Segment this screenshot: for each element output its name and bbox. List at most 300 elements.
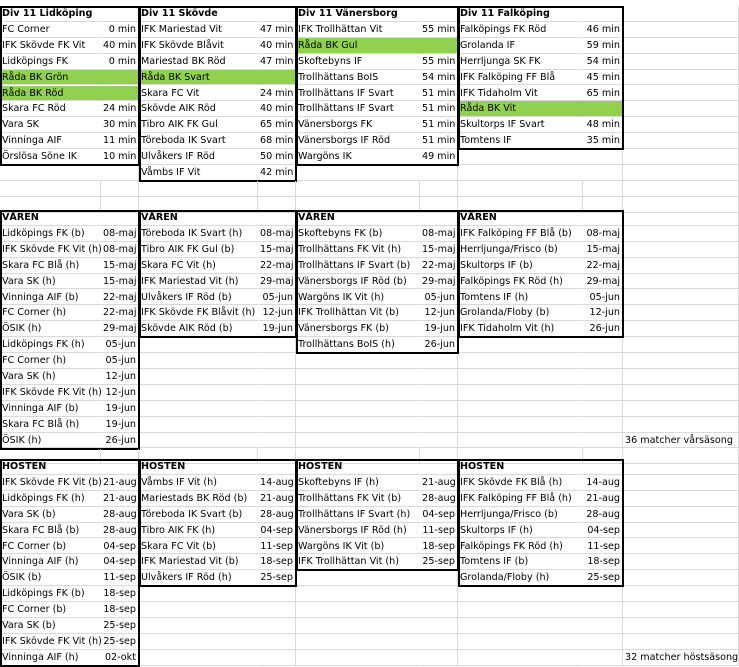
spring-cell[interactable]: Trollhättans FK Vit (h) [296,242,420,258]
spring-cell[interactable] [420,401,458,417]
autumn-cell[interactable]: Skara FC Vit (b) [139,539,258,555]
spring-cell[interactable] [296,353,420,369]
autumn-cell[interactable]: 28-aug [420,491,458,507]
top-cell[interactable] [583,165,623,181]
spring-cell[interactable]: IFK Falköping FF Blå (b) [458,226,583,242]
top-cell[interactable]: Råda BK Svart [139,70,258,86]
autumn-empty[interactable] [623,459,739,475]
autumn-cell[interactable]: 21-aug [101,475,139,491]
autumn-cell[interactable] [583,586,623,602]
autumn-cell[interactable]: Falköpings FK Röd (h) [458,539,583,555]
top-cell[interactable]: Tibro AIK FK Gul [139,117,258,133]
autumn-cell[interactable] [583,602,623,618]
top-cell[interactable]: Råda BK Gul [296,38,420,54]
top-cell[interactable]: 40 min [258,38,296,54]
autumn-cell[interactable]: Wargöns IK Vit (b) [296,539,420,555]
spring-cell[interactable]: 05-jun [101,353,139,369]
top-cell[interactable]: Töreboda IK Svart [139,133,258,149]
top-cell[interactable]: Våmbs IF Vit [139,165,258,181]
autumn-cell[interactable]: IFK Skövde FK Vit (b) [0,475,101,491]
spring-cell[interactable]: 26-jun [420,337,458,353]
top-empty[interactable] [623,133,739,149]
top-empty[interactable] [623,117,739,133]
autumn-cell[interactable] [583,634,623,650]
spring-cell[interactable] [258,353,296,369]
top-empty[interactable] [623,101,739,117]
spring-cell[interactable]: 19-jun [420,321,458,337]
top-cell[interactable]: Råda BK Grön [0,70,101,86]
spring-cell[interactable]: Vinninga AIF (b) [0,290,101,306]
autumn-cell[interactable]: 21-aug [101,491,139,507]
top-cell[interactable] [101,165,139,181]
spring-empty[interactable] [623,242,739,258]
spring-cell[interactable]: Wargöns IK Vit (h) [296,290,420,306]
top-empty[interactable] [623,86,739,102]
spring-cell[interactable]: IFK Mariestad Vit (h) [139,274,258,290]
top-cell[interactable]: Vara SK [0,117,101,133]
spring-cell[interactable]: 12-jun [420,305,458,321]
spring-cell[interactable]: 26-jun [583,321,623,337]
spring-cell[interactable] [258,433,296,449]
top-cell[interactable]: Trollhättans IF Svart [296,86,420,102]
top-cell[interactable]: 54 min [420,70,458,86]
autumn-cell[interactable]: 04-sep [420,507,458,523]
autumn-cell[interactable] [583,650,623,666]
autumn-cell[interactable] [458,650,583,666]
top-cell[interactable]: 0 min [101,54,139,70]
spring-cell[interactable]: 15-maj [420,242,458,258]
spring-cell[interactable]: Vänersborgs FK (b) [296,321,420,337]
top-cell[interactable]: Ulvåkers IF Röd [139,149,258,165]
top-cell[interactable]: 51 min [420,117,458,133]
autumn-cell[interactable] [458,602,583,618]
spring-empty[interactable] [623,258,739,274]
autumn-cell[interactable]: IFK Mariestad Vit (b) [139,554,258,570]
top-cell[interactable]: 24 min [101,101,139,117]
autumn-match-count[interactable]: 32 matcher höstsäsong [623,650,739,666]
spring-cell[interactable] [258,369,296,385]
spring-cell[interactable] [296,385,420,401]
autumn-empty[interactable] [623,491,739,507]
spring-cell[interactable] [296,369,420,385]
autumn-cell[interactable]: Grolanda/Floby (h) [458,570,583,586]
spring-cell[interactable]: 29-maj [258,274,296,290]
top-cell[interactable]: 40 min [101,38,139,54]
top-cell[interactable] [420,165,458,181]
top-cell[interactable] [296,165,420,181]
spring-cell[interactable]: FC Corner (h) [0,353,101,369]
spring-cell[interactable]: Skara FC Blå (h) [0,417,101,433]
top-cell[interactable]: Trollhättans IF Svart [296,101,420,117]
autumn-cell[interactable]: 28-aug [258,507,296,523]
top-header-2[interactable]: Div 11 Vänersborg [296,6,420,22]
spring-cell[interactable]: 15-maj [101,258,139,274]
spring-cell[interactable]: Falköpings FK Röd (h) [458,274,583,290]
top-cell[interactable]: Lidköpings FK [0,54,101,70]
autumn-cell[interactable] [420,618,458,634]
autumn-cell[interactable]: IFK Trollhättan Vit (h) [296,554,420,570]
autumn-cell[interactable] [139,634,258,650]
autumn-cell[interactable]: 04-sep [101,554,139,570]
top-cell[interactable]: Herrljunga SK FK [458,54,583,70]
spring-cell[interactable] [139,385,258,401]
top-cell[interactable]: Örslösa Söne IK [0,149,101,165]
autumn-cell[interactable] [420,634,458,650]
spring-cell[interactable] [139,337,258,353]
autumn-empty[interactable] [623,634,739,650]
spring-cell[interactable]: Skultorps IF (b) [458,258,583,274]
spring-cell[interactable]: Herrljunga/Frisco (b) [458,242,583,258]
autumn-cell[interactable] [420,586,458,602]
spring-cell[interactable]: Tomtens IF (h) [458,290,583,306]
top-header-0[interactable]: Div 11 Lidköping [0,6,101,22]
spring-cell[interactable]: Töreboda IK Svart (h) [139,226,258,242]
autumn-cell[interactable]: 04-sep [101,539,139,555]
top-cell[interactable]: 35 min [583,133,623,149]
empty-cell[interactable] [296,181,420,197]
spring-cell[interactable]: FC Corner (h) [0,305,101,321]
autumn-cell[interactable] [258,618,296,634]
autumn-cell[interactable]: Tomtens IF (b) [458,554,583,570]
spring-header-blank[interactable] [101,210,139,226]
autumn-empty[interactable] [623,523,739,539]
autumn-cell[interactable]: 14-aug [258,475,296,491]
top-cell[interactable]: Skoftebyns IF [296,54,420,70]
autumn-cell[interactable] [139,602,258,618]
top-cell[interactable]: Mariestad BK Röd [139,54,258,70]
spring-cell[interactable] [258,337,296,353]
autumn-empty[interactable] [623,570,739,586]
spring-cell[interactable]: 15-maj [583,242,623,258]
spring-empty[interactable] [623,274,739,290]
spring-cell[interactable]: Trollhättans BoIS (h) [296,337,420,353]
autumn-cell[interactable] [139,650,258,666]
autumn-header-blank[interactable] [258,459,296,475]
empty-cell[interactable] [623,181,739,197]
spring-cell[interactable]: 15-maj [101,274,139,290]
autumn-cell[interactable]: Trollhättans IF Svart (h) [296,507,420,523]
spring-cell[interactable]: Skövde AIK Röd (b) [139,321,258,337]
top-cell[interactable]: IFK Mariestad Vit [139,22,258,38]
autumn-cell[interactable] [296,602,420,618]
autumn-cell[interactable]: 18-sep [258,554,296,570]
spring-cell[interactable] [420,353,458,369]
empty-cell[interactable] [0,181,101,197]
top-cell[interactable]: 50 min [258,149,296,165]
spring-header-2[interactable]: VÅREN [296,210,420,226]
autumn-cell[interactable]: 04-sep [583,523,623,539]
autumn-empty[interactable] [623,602,739,618]
top-cell[interactable]: Grolanda IF [458,38,583,54]
spring-cell[interactable] [296,433,420,449]
autumn-cell[interactable]: FC Corner (b) [0,602,101,618]
top-cell[interactable] [0,165,101,181]
spring-cell[interactable]: 22-maj [258,258,296,274]
top-cell[interactable]: 51 min [420,101,458,117]
top-cell[interactable]: Råda BK Vit [458,101,583,117]
spring-cell[interactable] [420,433,458,449]
spring-cell[interactable]: ÖSIK (h) [0,321,101,337]
top-cell[interactable]: 45 min [583,70,623,86]
spring-empty[interactable] [623,401,739,417]
autumn-header-1[interactable]: HÖSTEN [139,459,258,475]
top-cell[interactable]: Skara FC Vit [139,86,258,102]
spring-cell[interactable]: 22-maj [101,290,139,306]
spring-empty[interactable] [623,290,739,306]
autumn-cell[interactable]: Herrljunga/Frisco (b) [458,507,583,523]
autumn-cell[interactable]: Skoftebyns IF (h) [296,475,420,491]
autumn-cell[interactable]: Skara FC Blå (b) [0,523,101,539]
autumn-cell[interactable] [296,570,420,586]
autumn-cell[interactable]: 04-sep [258,523,296,539]
spring-cell[interactable] [583,385,623,401]
top-cell[interactable]: 30 min [101,117,139,133]
spring-cell[interactable]: 19-jun [101,401,139,417]
autumn-cell[interactable]: Lidköpings FK (h) [0,491,101,507]
autumn-cell[interactable]: Töreboda IK Svart (b) [139,507,258,523]
autumn-cell[interactable]: 28-aug [583,507,623,523]
top-header-3[interactable]: Div 11 Falköping [458,6,583,22]
spring-cell[interactable]: 08-maj [583,226,623,242]
top-cell[interactable]: 24 min [258,86,296,102]
spring-cell[interactable]: IFK Skövde FK Vit (h) [0,242,101,258]
top-cell[interactable] [420,38,458,54]
top-header-blank[interactable] [420,6,458,22]
spring-cell[interactable]: 22-maj [420,258,458,274]
spring-cell[interactable]: 29-maj [101,321,139,337]
top-cell[interactable]: Skövde AIK Röd [139,101,258,117]
autumn-cell[interactable] [296,650,420,666]
autumn-cell[interactable]: 25-sep [583,570,623,586]
autumn-cell[interactable]: 11-sep [101,570,139,586]
autumn-cell[interactable]: IFK Skövde FK Blå (h) [458,475,583,491]
spring-cell[interactable] [139,369,258,385]
empty-cell[interactable] [139,181,258,197]
autumn-empty[interactable] [623,586,739,602]
autumn-cell[interactable] [296,634,420,650]
spring-cell[interactable]: 19-jun [101,417,139,433]
spring-cell[interactable]: Vara SK (h) [0,369,101,385]
spring-empty[interactable] [623,385,739,401]
autumn-cell[interactable]: 11-sep [258,539,296,555]
autumn-cell[interactable]: Ulvåkers IF Röd (h) [139,570,258,586]
empty-cell[interactable] [458,181,583,197]
top-cell[interactable]: Vänersborgs FK [296,117,420,133]
spring-cell[interactable]: Skoftebyns FK (b) [296,226,420,242]
spring-cell[interactable] [458,369,583,385]
spring-cell[interactable] [139,401,258,417]
spring-cell[interactable]: Vänersborgs IF Röd (b) [296,274,420,290]
spring-cell[interactable]: 15-maj [258,242,296,258]
top-cell[interactable] [101,86,139,102]
top-empty[interactable] [623,38,739,54]
top-header-blank[interactable] [101,6,139,22]
top-empty[interactable] [623,165,739,181]
autumn-empty[interactable] [623,475,739,491]
spring-cell[interactable]: 22-maj [101,305,139,321]
spring-match-count[interactable]: 36 matcher vårsäsong [623,433,739,449]
autumn-cell[interactable]: Vänersborgs IF Röd (h) [296,523,420,539]
spring-cell[interactable]: 05-jun [583,290,623,306]
top-cell[interactable]: Trollhättans BoIS [296,70,420,86]
spring-cell[interactable]: 12-jun [101,369,139,385]
autumn-cell[interactable] [420,650,458,666]
spring-cell[interactable] [458,385,583,401]
autumn-cell[interactable]: IFK Skövde FK Vit (h) [0,634,101,650]
top-cell[interactable]: IFK Trollhättan Vit [296,22,420,38]
spring-cell[interactable]: Trollhättans IF Svart (b) [296,258,420,274]
autumn-cell[interactable] [296,586,420,602]
top-cell[interactable]: Wargöns IK [296,149,420,165]
autumn-cell[interactable]: 18-sep [101,586,139,602]
top-cell[interactable]: Vänersborgs IF Röd [296,133,420,149]
autumn-cell[interactable]: 14-aug [583,475,623,491]
spring-cell[interactable]: Lidköpings FK (b) [0,226,101,242]
autumn-cell[interactable]: Skultorps IF (h) [458,523,583,539]
autumn-cell[interactable] [139,586,258,602]
spring-empty[interactable] [623,353,739,369]
top-cell[interactable]: 65 min [258,117,296,133]
autumn-cell[interactable] [583,618,623,634]
spring-cell[interactable] [296,401,420,417]
top-cell[interactable]: Vinninga AIF [0,133,101,149]
spring-cell[interactable]: 12-jun [101,385,139,401]
spring-cell[interactable] [258,417,296,433]
spring-cell[interactable] [139,353,258,369]
top-cell[interactable]: 65 min [583,86,623,102]
spring-cell[interactable] [583,337,623,353]
autumn-cell[interactable] [420,602,458,618]
autumn-cell[interactable]: Våmbs IF Vit (h) [139,475,258,491]
top-cell[interactable]: 42 min [258,165,296,181]
top-cell[interactable]: Falköpings FK Röd [458,22,583,38]
spring-empty[interactable] [623,305,739,321]
spring-cell[interactable] [139,433,258,449]
top-cell[interactable]: 46 min [583,22,623,38]
top-cell[interactable]: Råda BK Röd [0,86,101,102]
spring-empty[interactable] [623,210,739,226]
spring-cell[interactable] [583,433,623,449]
autumn-cell[interactable]: FC Corner (b) [0,539,101,555]
spring-cell[interactable] [258,385,296,401]
autumn-cell[interactable]: 18-sep [583,554,623,570]
spring-cell[interactable]: 29-maj [583,274,623,290]
top-cell[interactable]: 49 min [420,149,458,165]
top-cell[interactable] [583,149,623,165]
autumn-header-3[interactable]: HÖSTEN [458,459,583,475]
spring-empty[interactable] [623,369,739,385]
top-header-blank[interactable] [258,6,296,22]
top-header-blank[interactable] [583,6,623,22]
spring-header-blank[interactable] [583,210,623,226]
autumn-header-2[interactable]: HÖSTEN [296,459,420,475]
autumn-cell[interactable]: 21-aug [258,491,296,507]
spring-cell[interactable] [583,369,623,385]
top-cell[interactable] [458,149,583,165]
spring-cell[interactable] [420,369,458,385]
top-cell[interactable]: 51 min [420,133,458,149]
top-cell[interactable]: IFK Falköping FF Blå [458,70,583,86]
autumn-cell[interactable]: 21-aug [583,491,623,507]
top-header-1[interactable]: Div 11 Skövde [139,6,258,22]
spring-cell[interactable]: IFK Skövde FK Blåvit (h) [139,305,258,321]
spring-cell[interactable]: Ulvåkers IF Röd (b) [139,290,258,306]
autumn-cell[interactable]: 21-aug [420,475,458,491]
top-cell[interactable]: 48 min [583,117,623,133]
autumn-cell[interactable]: 28-aug [101,523,139,539]
spring-cell[interactable]: Skara FC Blå (h) [0,258,101,274]
spring-header-blank[interactable] [258,210,296,226]
top-cell[interactable] [458,165,583,181]
top-cell[interactable]: 10 min [101,149,139,165]
top-cell[interactable]: 11 min [101,133,139,149]
autumn-empty[interactable] [623,539,739,555]
spring-cell[interactable]: Vinninga AIF (b) [0,401,101,417]
top-cell[interactable]: 54 min [583,54,623,70]
spring-cell[interactable] [420,385,458,401]
autumn-cell[interactable] [420,570,458,586]
spring-cell[interactable]: IFK Tidaholm Vit (h) [458,321,583,337]
autumn-cell[interactable]: 25-sep [420,554,458,570]
empty-cell[interactable] [258,181,296,197]
top-cell[interactable]: FC Corner [0,22,101,38]
autumn-cell[interactable]: Trollhättans FK Vit (b) [296,491,420,507]
autumn-header-blank[interactable] [101,459,139,475]
spring-cell[interactable] [458,337,583,353]
spring-empty[interactable] [623,226,739,242]
top-cell[interactable] [258,70,296,86]
top-cell[interactable]: 55 min [420,22,458,38]
top-empty[interactable] [623,22,739,38]
autumn-cell[interactable] [258,602,296,618]
spring-cell[interactable]: 12-jun [583,305,623,321]
top-cell[interactable] [583,101,623,117]
autumn-empty[interactable] [623,618,739,634]
spring-cell[interactable]: 12-jun [258,305,296,321]
spring-cell[interactable]: IFK Trollhättan Vit (b) [296,305,420,321]
autumn-cell[interactable] [258,586,296,602]
spring-cell[interactable]: 19-jun [258,321,296,337]
autumn-cell[interactable]: Mariestads BK Röd (b) [139,491,258,507]
spring-cell[interactable]: ÖSIK (h) [0,433,101,449]
empty-cell[interactable] [420,181,458,197]
autumn-cell[interactable]: 11-sep [420,523,458,539]
top-empty[interactable] [623,6,739,22]
autumn-cell[interactable]: 25-sep [258,570,296,586]
autumn-header-blank[interactable] [583,459,623,475]
spring-cell[interactable]: Skara FC Vit (h) [139,258,258,274]
top-cell[interactable]: 59 min [583,38,623,54]
autumn-cell[interactable]: 25-sep [101,634,139,650]
spring-cell[interactable] [458,353,583,369]
autumn-cell[interactable]: Vinninga AIF (h) [0,650,101,666]
spring-cell[interactable] [458,417,583,433]
spring-empty[interactable] [623,417,739,433]
spring-cell[interactable]: 26-jun [101,433,139,449]
autumn-cell[interactable]: 18-sep [420,539,458,555]
spring-cell[interactable] [420,417,458,433]
autumn-cell[interactable] [458,586,583,602]
spring-cell[interactable] [583,417,623,433]
spring-cell[interactable] [139,417,258,433]
autumn-header-blank[interactable] [420,459,458,475]
autumn-cell[interactable] [139,618,258,634]
spring-cell[interactable]: 05-jun [101,337,139,353]
top-cell[interactable]: Skultorps IF Svart [458,117,583,133]
spring-header-blank[interactable] [420,210,458,226]
spring-cell[interactable] [296,417,420,433]
top-cell[interactable]: 47 min [258,54,296,70]
